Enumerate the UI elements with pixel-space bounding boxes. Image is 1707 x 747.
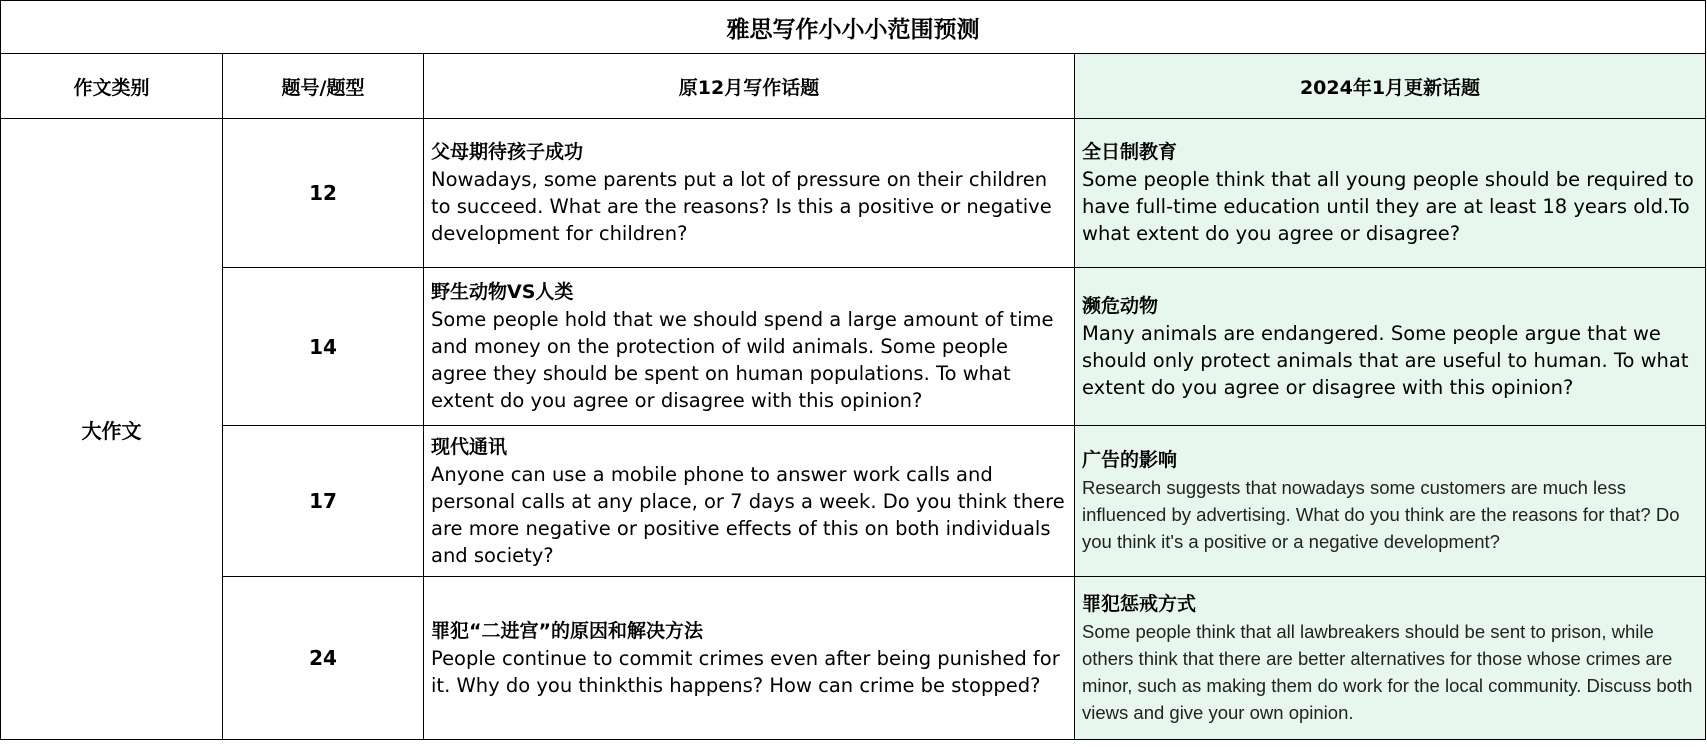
updated-topic-cell <box>1075 268 1706 426</box>
topic-body: Some people think that all young people should be required to have full-time education until they are at least 18 years old.To what extent do you agree or disagree? <box>1082 168 1694 245</box>
original-topic-cell <box>424 577 1075 740</box>
topic-title: 濒危动物 <box>1082 294 1159 317</box>
table-row <box>1 119 1706 268</box>
table-row <box>1 426 1706 577</box>
header-original-topic: 原12月写作话题 <box>424 54 1075 119</box>
topic-body: Some people think that all lawbreakers should be sent to prison, while others think that there are better alternatives for those whose crimes are minor, such as making them do work for the local community. Discuss both views and give your own opinion. <box>1082 620 1693 723</box>
original-topic-cell <box>424 119 1075 268</box>
topic-title: 广告的影响 <box>1082 449 1178 471</box>
topic-body: Many animals are endangered. Some people argue that we should only protect animals that are useful to human. To what extent do you agree or disagree with this opinion? <box>1082 321 1689 399</box>
page-title: 雅思写作小小小范围预测 <box>1 1 1706 54</box>
question-number: 17 <box>223 426 424 577</box>
question-number: 12 <box>223 119 424 268</box>
table-row <box>1 268 1706 426</box>
original-topic-cell <box>424 426 1075 577</box>
header-updated-topic: 2024年1月更新话题 <box>1075 54 1706 119</box>
topic-title: 父母期待孩子成功 <box>431 141 584 163</box>
topic-body: People continue to commit crimes even after being punished for it. Why do you thinkthis happens? How can crime be stopped? <box>431 646 1060 697</box>
header-category: 作文类别 <box>1 54 223 119</box>
topic-body: Research suggests that nowadays some customers are much less influenced by advertising. What do you think are the reasons for that? Do you think it's a positive or a negative development? <box>1082 477 1680 552</box>
updated-topic-cell <box>1075 426 1706 577</box>
table-row <box>1 577 1706 740</box>
topic-title: 罪犯惩戒方式 <box>1082 592 1197 615</box>
topic-title: 全日制教育 <box>1082 141 1178 163</box>
topic-title: 野生动物VS人类 <box>431 281 574 303</box>
topic-body: Some people hold that we should spend a large amount of time and money on the protection of wild animals. Some people agree they should be spent on human populations. To what extent do you agree or disagree with this opinion? <box>431 308 1054 412</box>
updated-topic-cell <box>1075 119 1706 268</box>
original-topic-cell <box>424 268 1075 426</box>
topic-body: Anyone can use a mobile phone to answer work calls and personal calls at any place, or 7 days a week. Do you think there are more negative or positive effects of this on both individuals and society? <box>431 462 1065 567</box>
question-number: 14 <box>223 268 424 426</box>
header-number: 题号/题型 <box>223 54 424 119</box>
topic-body: Nowadays, some parents put a lot of pressure on their children to succeed. What are the reasons? Is this a positive or negative development for children? <box>431 168 1052 245</box>
topic-title: 罪犯“二进宫”的原因和解决方法 <box>431 619 703 642</box>
question-number: 24 <box>223 577 424 740</box>
topic-title: 现代通讯 <box>431 435 508 458</box>
updated-topic-cell <box>1075 577 1706 740</box>
category-cell: 大作文 <box>1 119 223 740</box>
